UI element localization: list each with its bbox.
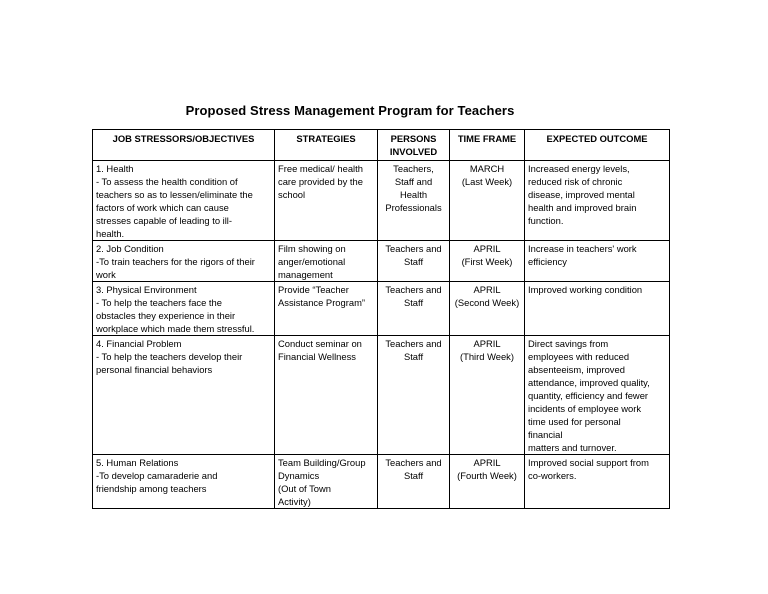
cell-line: Staff and xyxy=(394,176,433,187)
cell-line: Teachers and xyxy=(385,338,442,349)
strategies-cell xyxy=(275,282,378,336)
cell-line: 1. Health xyxy=(96,163,134,174)
cell-line: Activity) xyxy=(278,496,311,507)
strategies-cell xyxy=(275,161,378,241)
cell-line: -To train teachers for the rigors of their xyxy=(96,256,255,267)
cell-line: factors of work which can cause xyxy=(96,202,229,213)
persons-cell xyxy=(378,336,450,455)
cell-line: time used for personal xyxy=(528,416,621,427)
cell-line: health. xyxy=(96,228,125,239)
cell-line: Health xyxy=(399,189,428,200)
cell-line: incidents of employee work xyxy=(528,403,642,414)
cell-line: Improved social support from xyxy=(528,457,649,468)
cell-line: efficiency xyxy=(528,256,567,267)
cell-line: Free medical/ health xyxy=(278,163,363,174)
cell-line: attendance, improved quality, xyxy=(528,377,650,388)
persons-cell xyxy=(378,282,450,336)
cell-line: matters and turnover. xyxy=(528,442,617,453)
cell-line: obstacles they experience in their xyxy=(96,310,236,321)
cell-line: Film showing on xyxy=(278,243,346,254)
time-frame-cell xyxy=(450,241,525,282)
cell-line: 5. Human Relations xyxy=(96,457,179,468)
cell-line: disease, improved mental xyxy=(528,189,635,200)
cell-line: co-workers. xyxy=(528,470,577,481)
cell-line: APRIL xyxy=(473,338,501,349)
cell-line: work xyxy=(96,269,116,280)
cell-line: health and improved brain xyxy=(528,202,637,213)
header-objectives: JOB STRESSORS/OBJECTIVES xyxy=(93,130,275,161)
cell-line: Staff xyxy=(403,256,424,267)
cell-line: Increased energy levels, xyxy=(528,163,630,174)
strategies-cell xyxy=(275,336,378,455)
cell-line: teachers so as to lessen/eliminate the xyxy=(96,189,253,200)
header-row xyxy=(93,130,670,161)
cell-line: Provide “Teacher xyxy=(278,284,349,295)
cell-line: 4. Financial Problem xyxy=(96,338,182,349)
cell-line: (Out of Town xyxy=(278,483,331,494)
cell-line: - To assess the health condition of xyxy=(96,176,238,187)
cell-line: -To develop camaraderie and xyxy=(96,470,218,481)
cell-line: (Fourth Week) xyxy=(457,470,517,481)
cell-line: Teachers, xyxy=(393,163,434,174)
outcome-cell xyxy=(525,161,670,241)
header-time-frame: TIME FRAME xyxy=(450,130,525,161)
persons-cell xyxy=(378,455,450,509)
cell-line: workplace which made them stressful. xyxy=(96,323,255,334)
cell-line: Teachers and xyxy=(385,284,442,295)
cell-line: (First Week) xyxy=(461,256,513,267)
header-persons-involved xyxy=(378,130,450,161)
cell-line: Financial Wellness xyxy=(278,351,356,362)
document-title: Proposed Stress Management Program for Teachers xyxy=(185,103,515,118)
cell-line: personal financial behaviors xyxy=(96,364,213,375)
time-frame-cell xyxy=(450,336,525,455)
cell-line: Staff xyxy=(403,351,424,362)
persons-cell xyxy=(378,161,450,241)
outcome-cell xyxy=(525,241,670,282)
program-table xyxy=(92,129,670,509)
cell-line: management xyxy=(278,269,333,280)
cell-line: absenteeism, improved xyxy=(528,364,625,375)
header-strategies: STRATEGIES xyxy=(275,130,378,161)
cell-line: (Second Week) xyxy=(454,297,520,308)
objectives-cell xyxy=(93,161,275,241)
cell-line: Team Building/Group xyxy=(278,457,366,468)
cell-line: Assistance Program” xyxy=(278,297,366,308)
header-persons-line: INVOLVED xyxy=(389,146,438,157)
persons-cell xyxy=(378,241,450,282)
cell-line: employees with reduced xyxy=(528,351,630,362)
cell-line: APRIL xyxy=(473,457,501,468)
objectives-cell xyxy=(93,282,275,336)
table-row xyxy=(93,241,670,282)
time-frame-cell xyxy=(450,161,525,241)
header-expected-outcome: EXPECTED OUTCOME xyxy=(525,130,670,161)
cell-line: Direct savings from xyxy=(528,338,609,349)
time-frame-cell xyxy=(450,282,525,336)
outcome-cell xyxy=(525,282,670,336)
cell-line: Conduct seminar on xyxy=(278,338,362,349)
cell-line: quantity, efficiency and fewer xyxy=(528,390,649,401)
cell-line: Teachers and xyxy=(385,457,442,468)
cell-line: - To help the teachers develop their xyxy=(96,351,243,362)
cell-line: Staff xyxy=(403,470,424,481)
table-row xyxy=(93,282,670,336)
strategies-cell xyxy=(275,455,378,509)
cell-line: financial xyxy=(528,429,563,440)
cell-line: school xyxy=(278,189,306,200)
cell-line: 3. Physical Environment xyxy=(96,284,197,295)
objectives-cell xyxy=(93,241,275,282)
cell-line: stresses capable of leading to ill- xyxy=(96,215,233,226)
header-persons-line: PERSONS xyxy=(390,133,437,144)
table-row xyxy=(93,161,670,241)
cell-line: Increase in teachers' work xyxy=(528,243,637,254)
cell-line: friendship among teachers xyxy=(96,483,207,494)
cell-line: - To help the teachers face the xyxy=(96,297,222,308)
cell-line: 2. Job Condition xyxy=(96,243,164,254)
cell-line: MARCH xyxy=(469,163,505,174)
outcome-cell xyxy=(525,455,670,509)
cell-line: Improved working condition xyxy=(528,284,643,295)
outcome-cell xyxy=(525,336,670,455)
cell-line: (Third Week) xyxy=(459,351,514,362)
cell-line: care provided by the xyxy=(278,176,363,187)
objectives-cell xyxy=(93,336,275,455)
table-row xyxy=(93,336,670,455)
strategies-cell xyxy=(275,241,378,282)
time-frame-cell xyxy=(450,455,525,509)
cell-line: Dynamics xyxy=(278,470,320,481)
cell-line: function. xyxy=(528,215,564,226)
cell-line: (Last Week) xyxy=(461,176,513,187)
cell-line: Professionals xyxy=(385,202,442,213)
table-row xyxy=(93,455,670,509)
cell-line: Staff xyxy=(403,297,424,308)
cell-line: anger/emotional xyxy=(278,256,346,267)
cell-line: Teachers and xyxy=(385,243,442,254)
cell-line: reduced risk of chronic xyxy=(528,176,623,187)
objectives-cell xyxy=(93,455,275,509)
cell-line: APRIL xyxy=(473,284,501,295)
cell-line: APRIL xyxy=(473,243,501,254)
